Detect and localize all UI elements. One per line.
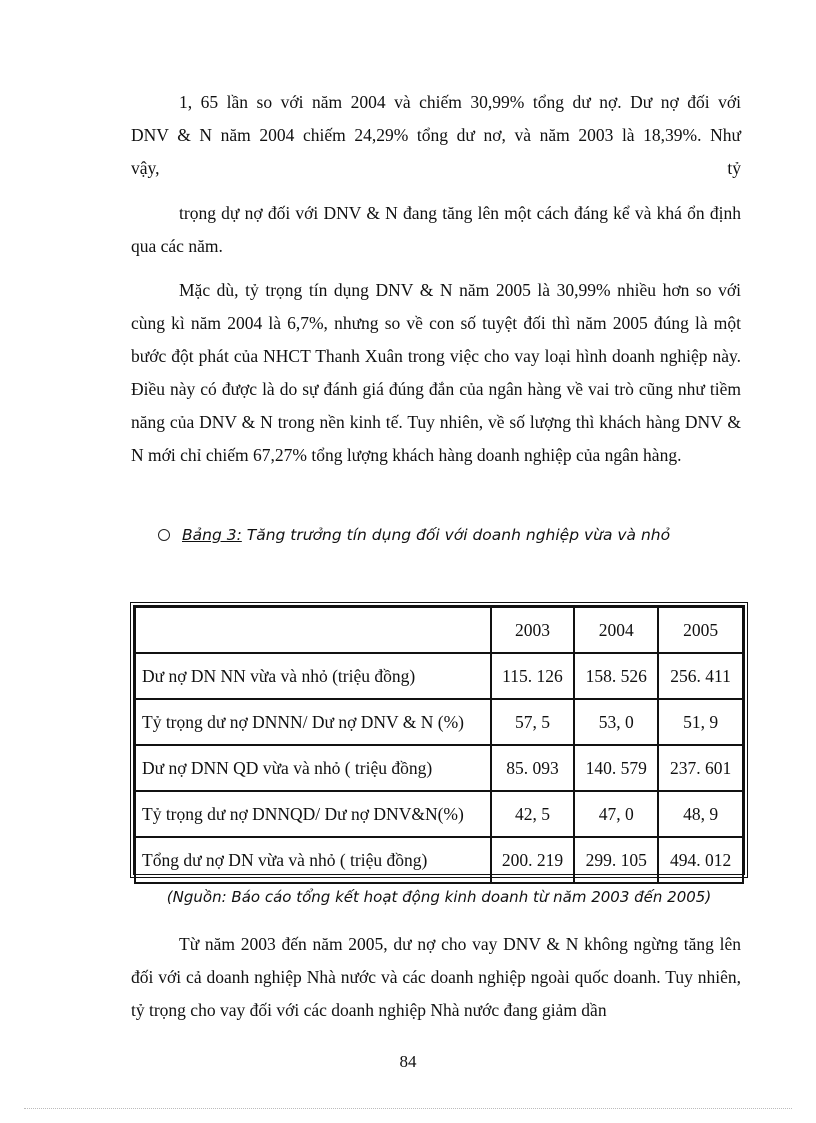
table-row-label: Tỷ trọng dư nợ DNNQD/ Dư nợ DNV&N(%) xyxy=(135,791,491,837)
table-row-label: Dư nợ DNN QD vừa và nhỏ ( triệu đồng) xyxy=(135,745,491,791)
paragraph-1-line-2: DNV & N năm 2004 chiếm 24,29% tổng dư nơ, và năm 2003 là 18,39%. Như xyxy=(131,125,741,145)
page-bottom-divider xyxy=(24,1108,792,1109)
paragraph-3: Mặc dù, tỷ trọng tín dụng DNV & N năm 2005 là 30,99% nhiều hơn so với cùng kì năm 2004 là 6,7%, nhưng so về con số tuyệt đối thì năm 2005 đúng là một bước đột phát của NHCT Thanh Xuân trong việc cho vay loại hình doanh nghiệp này. Điều này có được là do sự đánh giá đúng đắn của ngân hàng về vai trò cũng như tiềm năng của DNV & N trong nền kinh tế. Tuy nhiên, về số lượng thì khách hàng DNV & N mới chỉ chiếm 67,27% tổng lượng khách hàng doanh nghiệp của ngân hàng. xyxy=(131,280,741,465)
table-row-label: Tổng dư nợ DN vừa và nhỏ ( triệu đồng) xyxy=(135,837,491,883)
table-row-label: Tỷ trọng dư nợ DNNN/ Dư nợ DNV & N (%) xyxy=(135,699,491,745)
paragraph-1 xyxy=(131,86,741,185)
table-cell: 51, 9 xyxy=(658,699,743,745)
table-source-note: (Nguồn: Báo cáo tổng kết hoạt động kinh doanh từ năm 2003 đến 2005) xyxy=(166,888,712,906)
table-cell: 140. 579 xyxy=(574,745,658,791)
table-row xyxy=(135,745,743,791)
table-cell: 85. 093 xyxy=(491,745,575,791)
table-cell: 57, 5 xyxy=(491,699,575,745)
paragraph-1-line-1: 1, 65 lần so với năm 2004 và chiếm 30,99% tổng dư nợ. Dư nợ đối với xyxy=(179,92,741,112)
table-row xyxy=(135,791,743,837)
paragraph-4: Từ năm 2003 đến năm 2005, dư nợ cho vay DNV & N không ngừng tăng lên đối với cả doanh nghiệp Nhà nước và các doanh nghiệp ngoài quốc doanh. Tuy nhiên, tỷ trọng cho vay đối với các doanh nghiệp Nhà nước đang giảm dần xyxy=(131,934,741,1020)
credit-growth-table xyxy=(130,602,748,878)
page-number: 84 xyxy=(399,1052,417,1071)
table-header-cell-empty xyxy=(135,607,491,653)
circle-bullet-icon xyxy=(158,529,170,541)
paragraph-1-line-3-end: tỷ xyxy=(727,158,741,178)
table-header-cell-2004: 2004 xyxy=(574,607,658,653)
table-cell: 158. 526 xyxy=(574,653,658,699)
paragraph-2: trọng dự nợ đối với DNV & N đang tăng lên một cách đáng kể và khá ổn định qua các năm. xyxy=(131,203,741,256)
table-cell: 48, 9 xyxy=(658,791,743,837)
table-grid xyxy=(134,606,744,884)
table-header-cell-2005: 2005 xyxy=(658,607,743,653)
table-row xyxy=(135,837,743,883)
paragraph-1-line-3 xyxy=(131,152,741,185)
table-cell: 237. 601 xyxy=(658,745,743,791)
table-row xyxy=(135,699,743,745)
table-cell: 256. 411 xyxy=(658,653,743,699)
paragraph-1-line-3-start: vậy, xyxy=(131,158,160,178)
table-header-row xyxy=(135,607,743,653)
table-row xyxy=(135,653,743,699)
table-caption xyxy=(158,526,670,544)
table-caption-label: Bảng 3: xyxy=(182,526,242,544)
table-header-cell-2003: 2003 xyxy=(491,607,575,653)
table-cell: 42, 5 xyxy=(491,791,575,837)
table-cell: 47, 0 xyxy=(574,791,658,837)
table-row-label: Dư nợ DN NN vừa và nhỏ (triệu đồng) xyxy=(135,653,491,699)
table-caption-text xyxy=(182,526,670,544)
table-cell: 200. 219 xyxy=(491,837,575,883)
table-cell: 115. 126 xyxy=(491,653,575,699)
table-cell: 299. 105 xyxy=(574,837,658,883)
table-caption-title: Tăng trưởng tín dụng đối với doanh nghiệp vừa và nhỏ xyxy=(241,526,671,544)
table-cell: 494. 012 xyxy=(658,837,743,883)
table-cell: 53, 0 xyxy=(574,699,658,745)
